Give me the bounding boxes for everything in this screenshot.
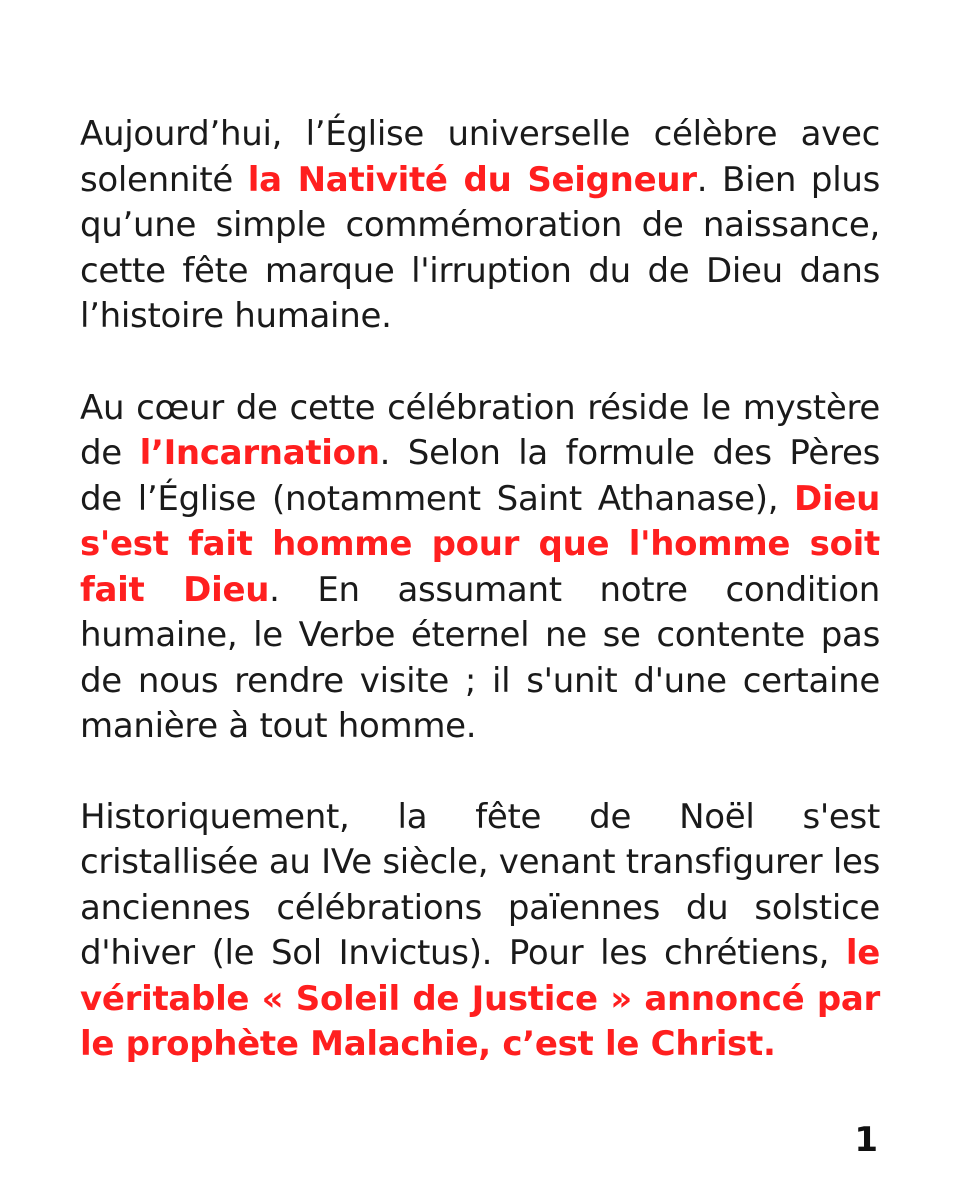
document-body [80, 112, 880, 1114]
paragraph-historique [80, 795, 880, 1068]
paragraph-text: . Selon la formule des Pères de l’Église (notamment Saint Athanase), [80, 433, 880, 519]
highlight-nativite: la Nativité du Seigneur [247, 159, 697, 200]
page-number: 1 [854, 1120, 878, 1160]
paragraph-nativite [80, 112, 880, 340]
paragraph-incarnation [80, 386, 880, 750]
paragraph-text: . En assumant notre condition humaine, le Verbe éternel ne se contente pas de nous rendre visite ; il s'unit d'une certaine manière à tout homme. [80, 569, 880, 746]
highlight-soleil-justice: le véritable « Soleil de Justice » annoncé par le prophète Malachie, c’est le Christ. [80, 933, 880, 1064]
highlight-dieu-homme: Dieu s'est fait homme pour que l'homme soit fait Dieu [80, 478, 880, 610]
highlight-incarnation: l’Incarnation [139, 433, 380, 473]
paragraph-text: . Bien plus qu’une simple commémoration de naissance, cette fête marque l'irruption du de Dieu dans l’histoire humaine. [80, 159, 881, 336]
paragraph-text: Au cœur de cette célébration réside le mystère de [80, 387, 880, 473]
paragraph-text: Aujourd’hui, l’Église universelle célèbre avec solennité [80, 114, 880, 200]
paragraph-text: Historiquement, la fête de Noël s'est cristallisée au IVe siècle, venant transfigurer les anciennes célébrations païennes du solstice d'hiver (le Sol Invictus). Pour les chrétiens, [80, 796, 880, 973]
